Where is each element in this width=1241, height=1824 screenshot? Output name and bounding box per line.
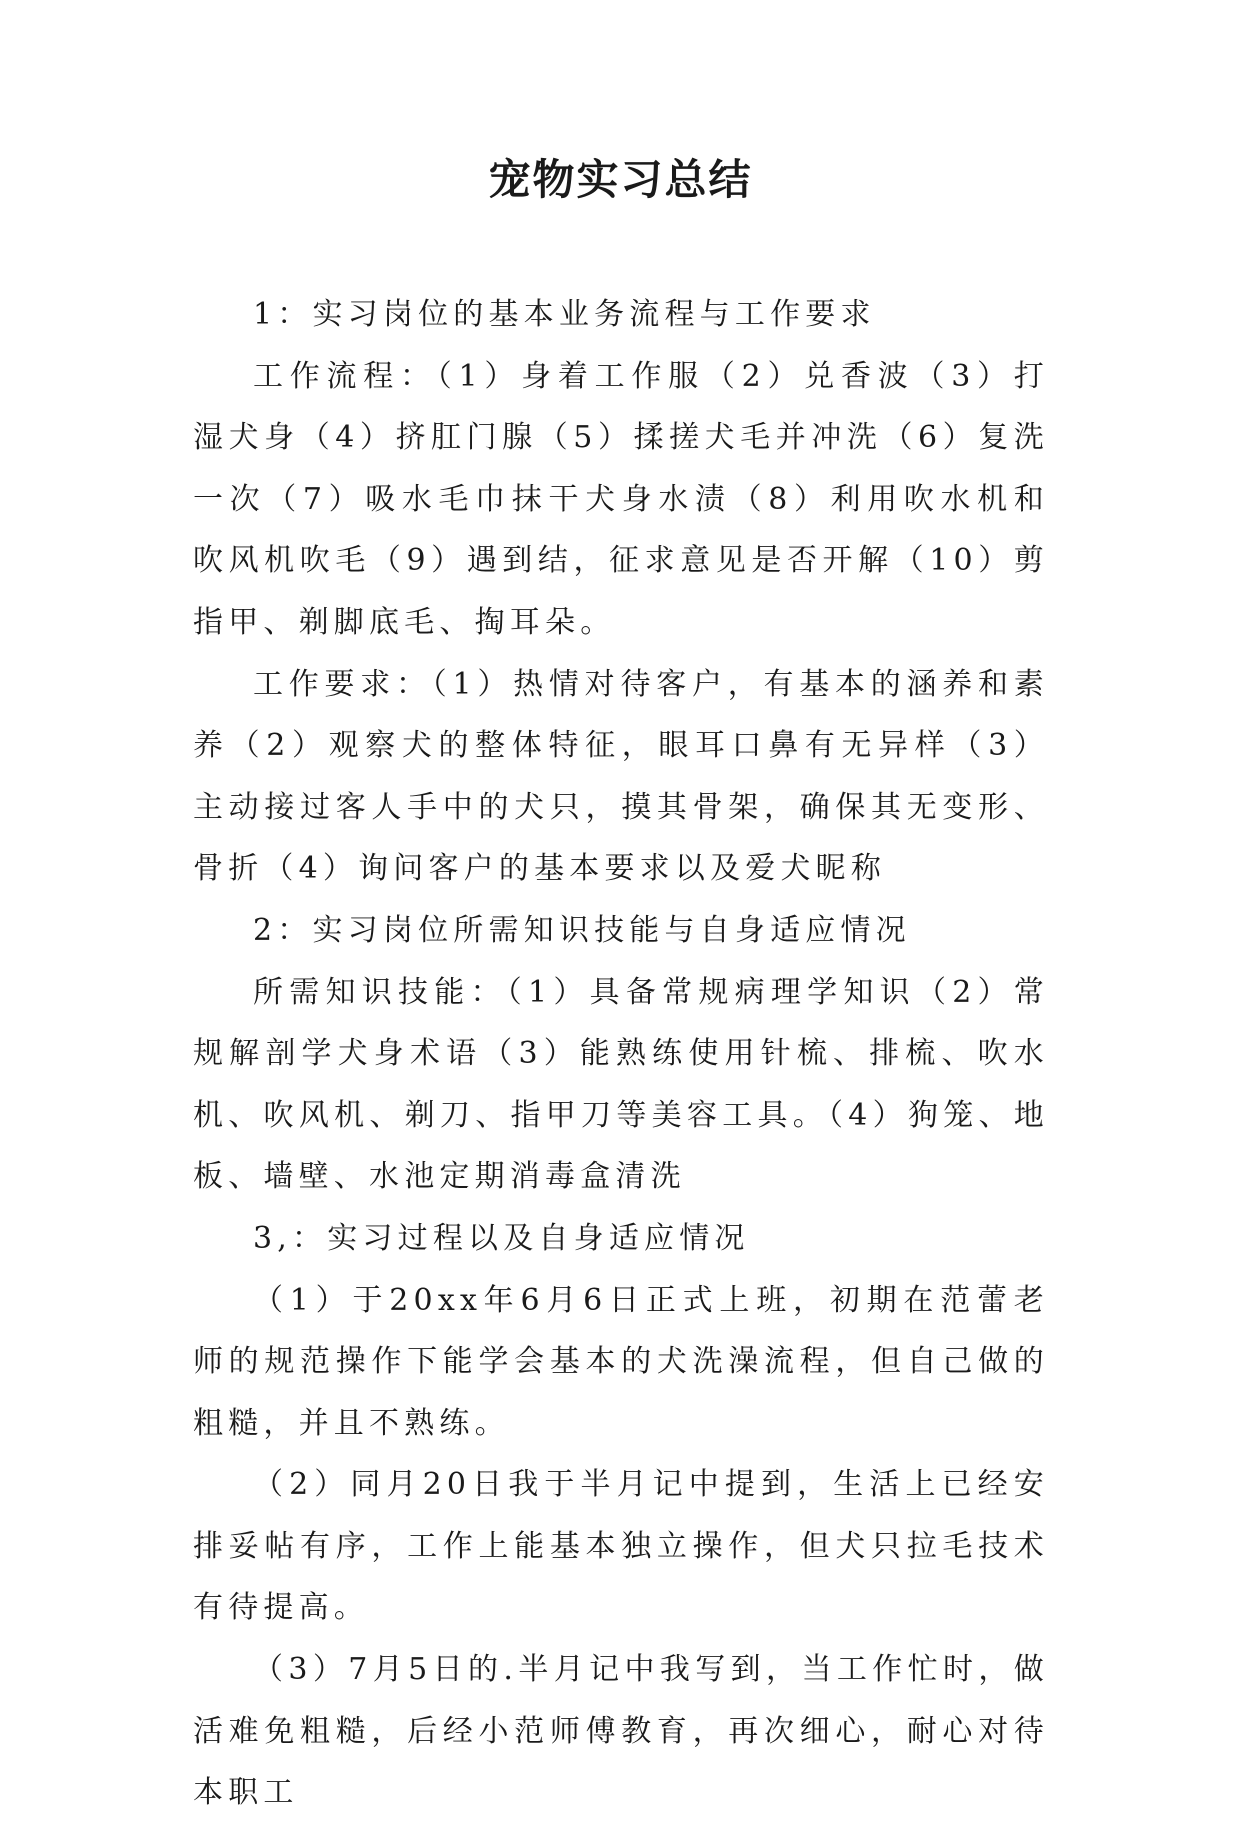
- section-heading-1: 1：实习岗位的基本业务流程与工作要求: [253, 297, 876, 332]
- paragraph-required-skills: 所需知识技能：（1）具备常规病理学知识（2）常规解剖学犬身术语（3）能熟练使用针梳、排梳、吹水机、吹风机、剃刀、指甲刀等美容工具。（4）狗笼、地板、墙壁、水池定期消毒盒清洗: [193, 974, 1049, 1195]
- section-heading-3: 3,：实习过程以及自身适应情况: [253, 1220, 750, 1256]
- paragraph-work-requirements: 工作要求：（1）热情对待客户，有基本的涵养和素养（2）观察犬的整体特征，眼耳口鼻有无异样（3）主动接过客人手中的犬只，摸其骨架，确保其无变形、骨折（4）询问客户的基本要求以及爱犬昵称: [193, 666, 1049, 887]
- section-heading-2: 2：实习岗位所需知识技能与自身适应情况: [253, 912, 911, 948]
- document-body: [193, 284, 1049, 1824]
- paragraph-process-2: （2）同月20日我于半月记中提到，生活上已经安排妥帖有序，工作上能基本独立操作，但犬只拉毛技术有待提高。: [193, 1467, 1049, 1626]
- document-title: 宠物实习总结: [488, 155, 753, 204]
- paragraph-process-1: （1）于20xx年6月6日正式上班，初期在范蕾老师的规范操作下能学会基本的犬洗澡流程，但自己做的粗糙，并且不熟练。: [193, 1282, 1049, 1441]
- paragraph-work-process: 工作流程：（1）身着工作服（2）兑香波（3）打湿犬身（4）挤肛门腺（5）揉搓犬毛并冲洗（6）复洗一次（7）吸水毛巾抹干犬身水渍（8）利用吹水机和吹风机吹毛（9）遇到结，征求意见是否开解（10）剪指甲、剃脚底毛、掏耳朵。: [193, 358, 1049, 640]
- paragraph-process-3: （3）7月5日的.半月记中我写到，当工作忙时，做活难免粗糙，后经小范师傅教育，再次细心，耐心对待本职工: [193, 1652, 1049, 1811]
